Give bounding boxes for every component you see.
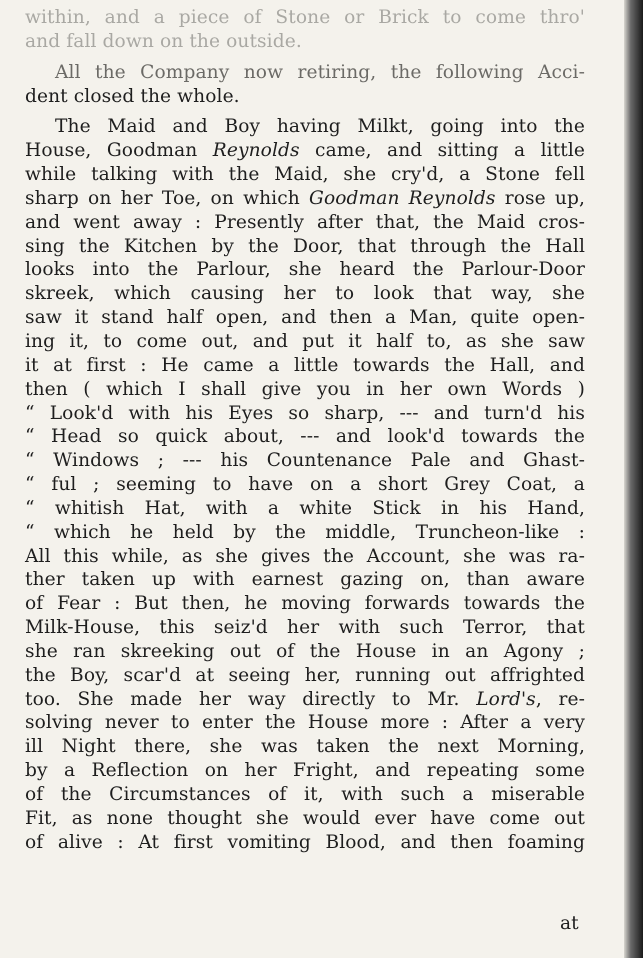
paragraph-2-line-27: ill Night there, she was taken the next Morning, — [25, 736, 585, 758]
italic-name: Goodman Reynolds — [308, 187, 496, 209]
paragraph-2-line-28: by a Reflection on her Fright, and repeating some — [25, 760, 585, 782]
fragment-paragraph — [25, 6, 585, 54]
paragraph-2-line-31: of alive : At first vomiting Blood, and then foaming — [25, 831, 585, 853]
paragraph-2-line-26: solving never to enter the House more : After a very — [25, 712, 585, 734]
page-edge-shadow — [624, 0, 643, 958]
paragraph-2 — [25, 115, 585, 854]
fragment-line-1: within, and a piece of Stone or Brick to come thro' — [25, 7, 585, 28]
paragraph-2-line-5: and went away : Presently after that, the Maid cros- — [25, 211, 585, 233]
paragraph-2-line-3: while talking with the Maid, she cry'd, a Stone fell — [25, 164, 585, 186]
paragraph-2-line-17: “ whitish Hat, with a white Stick in his Hand, — [25, 497, 585, 519]
paragraph-2-line-4: sharp on her Toe, on which Goodman Reynolds rose up, — [25, 187, 586, 209]
paragraph-2-line-2: House, Goodman Reynolds came, and sitting a little — [25, 140, 585, 162]
paragraph-1 — [25, 61, 585, 109]
body-text — [25, 6, 585, 855]
paragraph-2-line-8: skreek, which causing her to look that way, she — [25, 283, 585, 305]
paragraph-1-line-1: All the Company now retiring, the following Acci- — [55, 61, 585, 83]
paragraph-2-line-13: “ Look'd with his Eyes so sharp, --- and turn'd his — [25, 402, 585, 424]
catchword: at — [560, 913, 579, 934]
paragraph-2-line-6: sing the Kitchen by the Door, that through the Hall — [25, 235, 585, 257]
paragraph-2-line-24: the Boy, scar'd at seeing her, running out affrighted — [25, 664, 585, 686]
italic-name: Reynolds — [212, 140, 300, 162]
paragraph-2-line-16: “ ful ; seeming to have on a short Grey Coat, a — [25, 474, 585, 496]
paragraph-2-line-15: “ Windows ; --- his Countenance Pale and Ghast- — [25, 450, 585, 472]
italic-name: Lord's — [476, 688, 536, 710]
paragraph-2-line-30: Fit, as none thought she would ever have come out — [25, 807, 585, 829]
paragraph-2-line-18: “ which he held by the middle, Truncheon-like : — [25, 521, 585, 543]
paragraph-2-line-7: looks into the Parlour, she heard the Parlour-Door — [25, 259, 585, 281]
paragraph-2-line-21: of Fear : But then, he moving forwards towards the — [25, 593, 585, 615]
paragraph-2-line-11: it at first : He came a little towards the Hall, and — [25, 354, 585, 376]
fragment-line-2: and fall down on the outside. — [25, 30, 302, 52]
paragraph-2-line-19: All this while, as she gives the Account, she was ra- — [25, 545, 585, 567]
paragraph-2-line-9: saw it stand half open, and then a Man, quite open- — [25, 307, 585, 329]
paragraph-2-line-23: she ran skreeking out of the House in an Agony ; — [25, 640, 585, 662]
paragraph-2-line-20: ther taken up with earnest gazing on, than aware — [25, 569, 585, 591]
paragraph-2-line-14: “ Head so quick about, --- and look'd towards the — [25, 426, 585, 448]
paragraph-2-line-10: ing it, to come out, and put it half to, as she saw — [25, 330, 585, 352]
paragraph-2-line-12: then ( which I shall give you in her own Words ) — [25, 378, 585, 400]
paragraph-2-line-29: of the Circumstances of it, with such a miserable — [25, 784, 585, 805]
paragraph-2-line-25: too. She made her way directly to Mr. Lord's, re- — [25, 688, 586, 710]
paragraph-2-line-22: Milk-House, this seiz'd her with such Terror, that — [25, 617, 585, 639]
paragraph-1-line-2: dent closed the whole. — [25, 85, 240, 107]
paragraph-2-line-1: The Maid and Boy having Milkt, going into the — [55, 116, 585, 138]
